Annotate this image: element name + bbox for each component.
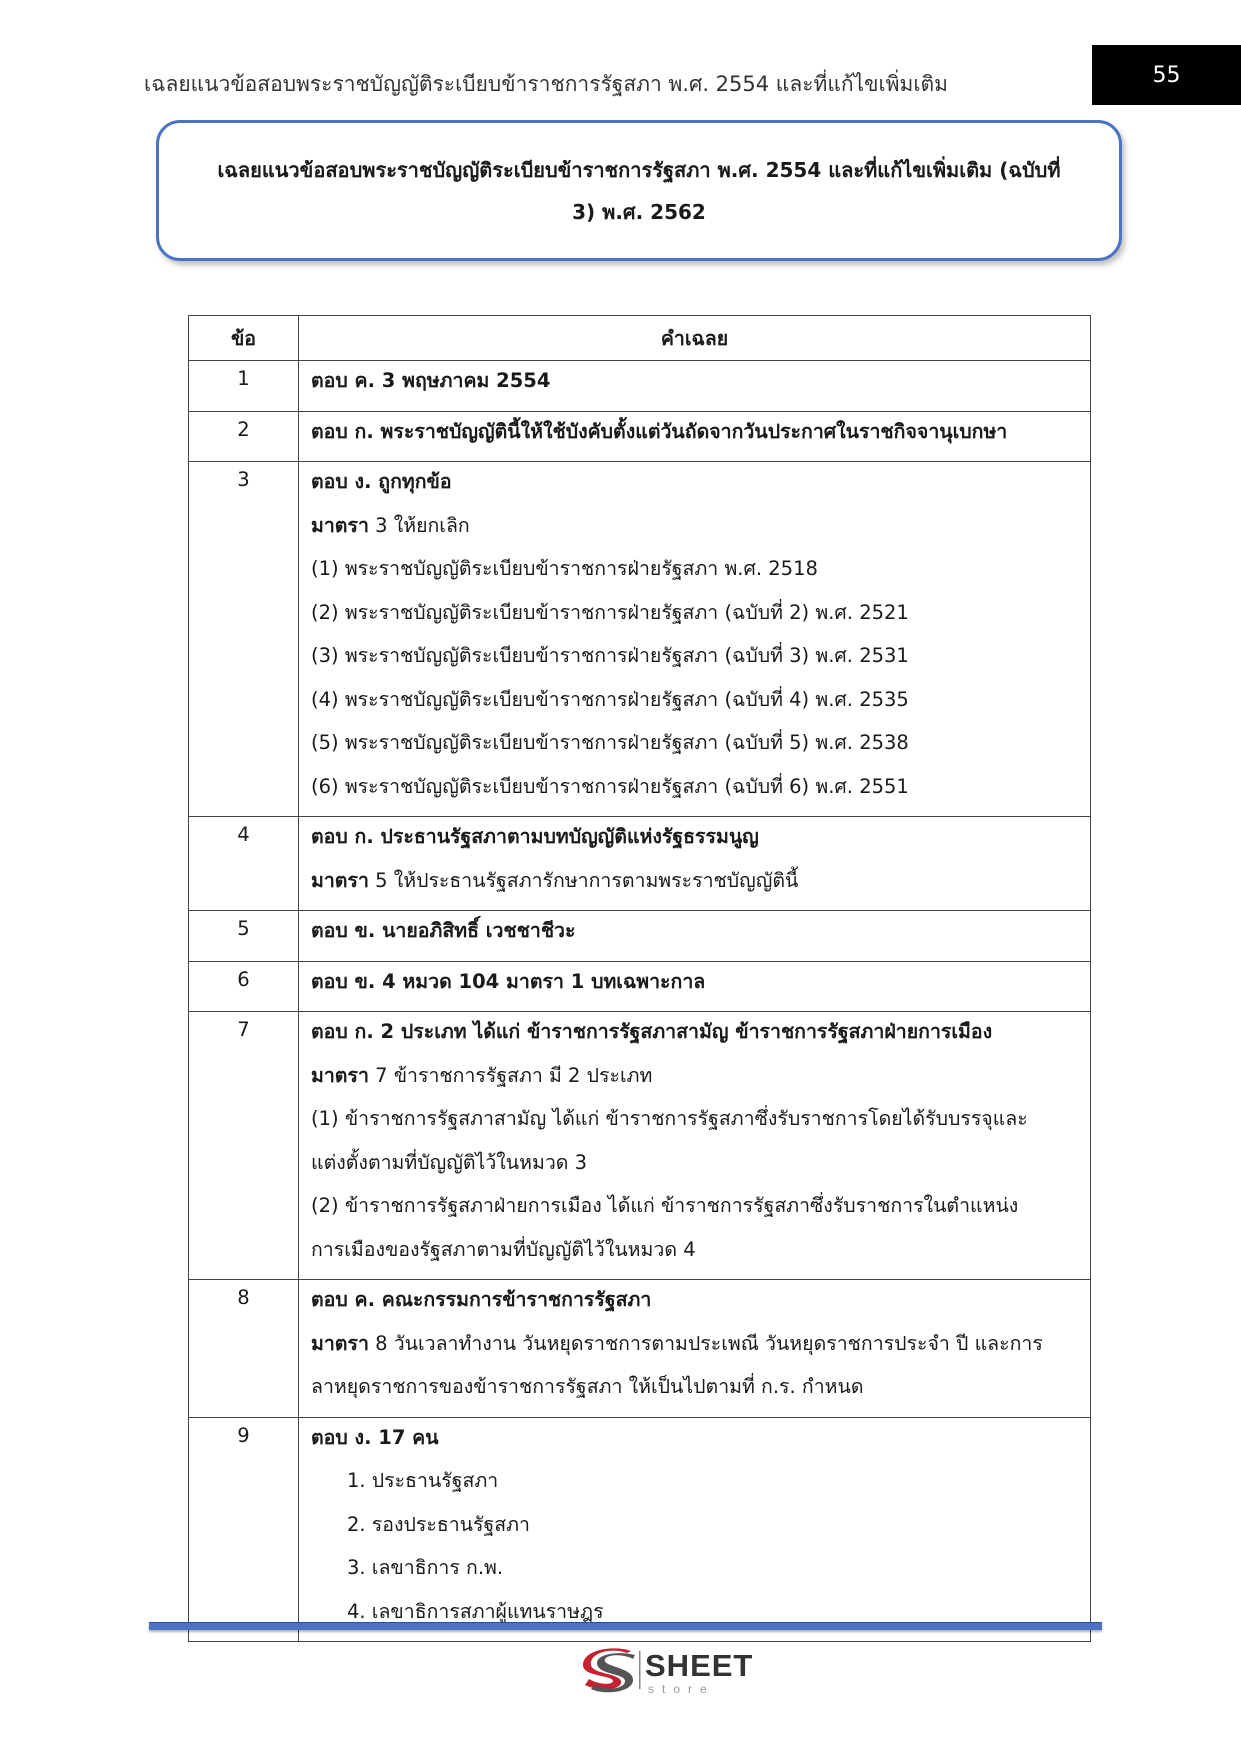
title-line-1: เฉลยแนวข้อสอบพระราชบัญญัติระเบียบข้าราชการรัฐสภา พ.ศ. 2554 และที่แก้ไขเพิ่มเติม (ฉบับที่ bbox=[217, 157, 1061, 182]
table-header-row bbox=[189, 316, 1091, 361]
answer-line bbox=[311, 1596, 1080, 1640]
table-row bbox=[189, 462, 1091, 817]
row-number: 1 bbox=[189, 361, 299, 412]
answer-bold-text: ตอบ ค. 3 พฤษภาคม 2554 bbox=[311, 369, 551, 392]
answer-text: 4. เลขาธิการสภาผู้แทนราษฎร bbox=[347, 1599, 604, 1623]
row-answer bbox=[299, 1417, 1091, 1642]
answer-line bbox=[311, 684, 1080, 728]
answer-line bbox=[311, 1060, 1080, 1104]
answer-text: (1) ข้าราชการรัฐสภาสามัญ ได้แก่ ข้าราชการรัฐสภาซึ่งรับราชการโดยได้รับบรรจุและ bbox=[311, 1107, 1028, 1130]
answer-line bbox=[311, 1147, 1080, 1191]
table-row bbox=[189, 911, 1091, 962]
answer-bold-text: ตอบ ข. 4 หมวด 104 มาตรา 1 บทเฉพาะกาล bbox=[311, 969, 706, 993]
table-row bbox=[189, 1012, 1091, 1280]
answer-line bbox=[311, 821, 1080, 865]
answer-bold-text: ตอบ ก. พระราชบัญญัตินี้ให้ใช้บังคับตั้งแต่วันถัดจากวันประกาศในราชกิจจานุเบกษา bbox=[311, 419, 1008, 443]
answer-bold-text: มาตรา bbox=[311, 868, 369, 892]
answer-text: (5) พระราชบัญญัติระเบียบข้าราชการฝ่ายรัฐสภา (ฉบับที่ 5) พ.ศ. 2538 bbox=[311, 731, 909, 754]
answer-line bbox=[311, 865, 1080, 909]
row-answer bbox=[299, 961, 1091, 1012]
answer-line bbox=[311, 1552, 1080, 1596]
answer-text: การเมืองของรัฐสภาตามที่บัญญัติไว้ในหมวด 4 bbox=[311, 1237, 696, 1261]
table-row bbox=[189, 1417, 1091, 1642]
answer-line bbox=[311, 510, 1080, 554]
answer-bold-text: ตอบ ง. 17 คน bbox=[311, 1425, 439, 1449]
answer-bold-text: ตอบ ค. คณะกรรมการข้าราชการรัฐสภา bbox=[311, 1288, 652, 1311]
column-header-answer: คำเฉลย bbox=[299, 316, 1091, 361]
answer-line bbox=[311, 1371, 1080, 1415]
answer-line bbox=[311, 1284, 1080, 1328]
answer-line bbox=[311, 597, 1080, 641]
row-number: 6 bbox=[189, 961, 299, 1012]
row-number: 2 bbox=[189, 411, 299, 462]
answer-line bbox=[311, 466, 1080, 510]
row-answer bbox=[299, 911, 1091, 962]
table-row bbox=[189, 817, 1091, 911]
row-number: 4 bbox=[189, 817, 299, 911]
row-number: 3 bbox=[189, 462, 299, 817]
title-line-2: 3) พ.ศ. 2562 bbox=[572, 199, 706, 224]
answer-text: 3 ให้ยกเลิก bbox=[368, 513, 470, 537]
answer-bold-text: ตอบ ข. นายอภิสิทธิ์ เวชชาชีวะ bbox=[311, 919, 576, 942]
logo-subtext: store bbox=[648, 1682, 715, 1696]
answer-text: (6) พระราชบัญญัติระเบียบข้าราชการฝ่ายรัฐสภา (ฉบับที่ 6) พ.ศ. 2551 bbox=[311, 774, 909, 798]
answer-line bbox=[311, 553, 1080, 597]
answer-text: 2. รองประธานรัฐสภา bbox=[347, 1512, 530, 1536]
answer-text: (1) พระราชบัญญัติระเบียบข้าราชการฝ่ายรัฐสภา พ.ศ. 2518 bbox=[311, 557, 818, 580]
answer-line bbox=[311, 1509, 1080, 1553]
answer-line bbox=[311, 1465, 1080, 1509]
answer-line bbox=[311, 1234, 1080, 1278]
answer-line bbox=[311, 771, 1080, 815]
answer-text: แต่งตั้งตามที่บัญญัติไว้ในหมวด 3 bbox=[311, 1150, 588, 1174]
row-answer bbox=[299, 1012, 1091, 1280]
answer-text: (4) พระราชบัญญัติระเบียบข้าราชการฝ่ายรัฐสภา (ฉบับที่ 4) พ.ศ. 2535 bbox=[311, 687, 909, 711]
row-answer bbox=[299, 1280, 1091, 1418]
row-number: 7 bbox=[189, 1012, 299, 1280]
table-row bbox=[189, 411, 1091, 462]
answer-text: (3) พระราชบัญญัติระเบียบข้าราชการฝ่ายรัฐสภา (ฉบับที่ 3) พ.ศ. 2531 bbox=[311, 644, 909, 667]
row-answer bbox=[299, 817, 1091, 911]
logo-text: SHEET bbox=[645, 1648, 754, 1683]
answer-text: 3. เลขาธิการ ก.พ. bbox=[347, 1556, 504, 1579]
column-header-number: ข้อ bbox=[189, 316, 299, 361]
answer-text: (2) ข้าราชการรัฐสภาฝ่ายการเมือง ได้แก่ ข้าราชการรัฐสภาซึ่งรับราชการในตำแหน่ง bbox=[311, 1194, 1019, 1217]
row-number: 9 bbox=[189, 1417, 299, 1642]
answer-table bbox=[188, 315, 1091, 1642]
answer-bold-text: มาตรา bbox=[311, 513, 369, 537]
answer-bold-text: ตอบ ง. ถูกทุกข้อ bbox=[311, 470, 452, 493]
title-box bbox=[156, 120, 1122, 261]
answer-text: 5 ให้ประธานรัฐสภารักษาการตามพระราชบัญญัตินี้ bbox=[368, 868, 799, 892]
row-answer bbox=[299, 462, 1091, 817]
answer-line bbox=[311, 1422, 1080, 1466]
answer-line bbox=[311, 1016, 1080, 1060]
answer-text: 8 วันเวลาทำงาน วันหยุดราชการตามประเพณี วันหยุดราชการประจำ ปี และการ bbox=[368, 1331, 1043, 1355]
row-number: 8 bbox=[189, 1280, 299, 1418]
table-row bbox=[189, 1280, 1091, 1418]
table-row bbox=[189, 961, 1091, 1012]
answer-bold-text: ตอบ ก. ประธานรัฐสภาตามบทบัญญัติแห่งรัฐธรรมนูญ bbox=[311, 825, 759, 848]
answer-line bbox=[311, 1328, 1080, 1372]
answer-line bbox=[311, 416, 1080, 460]
answer-line bbox=[311, 1103, 1080, 1147]
answer-text: 1. ประธานรัฐสภา bbox=[347, 1469, 499, 1492]
running-header: เฉลยแนวข้อสอบพระราชบัญญัติระเบียบข้าราชการรัฐสภา พ.ศ. 2554 และที่แก้ไขเพิ่มเติม bbox=[143, 72, 949, 96]
answer-text: 7 ข้าราชการรัฐสภา มี 2 ประเภท bbox=[368, 1063, 653, 1087]
answer-bold-text: มาตรา bbox=[311, 1331, 369, 1355]
row-answer bbox=[299, 361, 1091, 412]
answer-line bbox=[311, 640, 1080, 684]
answer-text: ลาหยุดราชการของข้าราชการรัฐสภา ให้เป็นไปตามที่ ก.ร. กำหนด bbox=[311, 1375, 864, 1398]
answer-line bbox=[311, 727, 1080, 771]
answer-bold-text: ตอบ ก. 2 ประเภท ได้แก่ ข้าราชการรัฐสภาสามัญ ข้าราชการรัฐสภาฝ่ายการเมือง bbox=[311, 1020, 993, 1043]
row-answer bbox=[299, 411, 1091, 462]
answer-line bbox=[311, 966, 1080, 1010]
answer-line bbox=[311, 365, 1080, 409]
answer-line bbox=[311, 915, 1080, 959]
page-number: 55 bbox=[1092, 45, 1241, 105]
row-number: 5 bbox=[189, 911, 299, 962]
answer-line bbox=[311, 1190, 1080, 1234]
answer-text: (2) พระราชบัญญัติระเบียบข้าราชการฝ่ายรัฐสภา (ฉบับที่ 2) พ.ศ. 2521 bbox=[311, 600, 909, 624]
table-row bbox=[189, 361, 1091, 412]
answer-bold-text: มาตรา bbox=[311, 1063, 369, 1087]
footer-bar bbox=[149, 1622, 1102, 1630]
